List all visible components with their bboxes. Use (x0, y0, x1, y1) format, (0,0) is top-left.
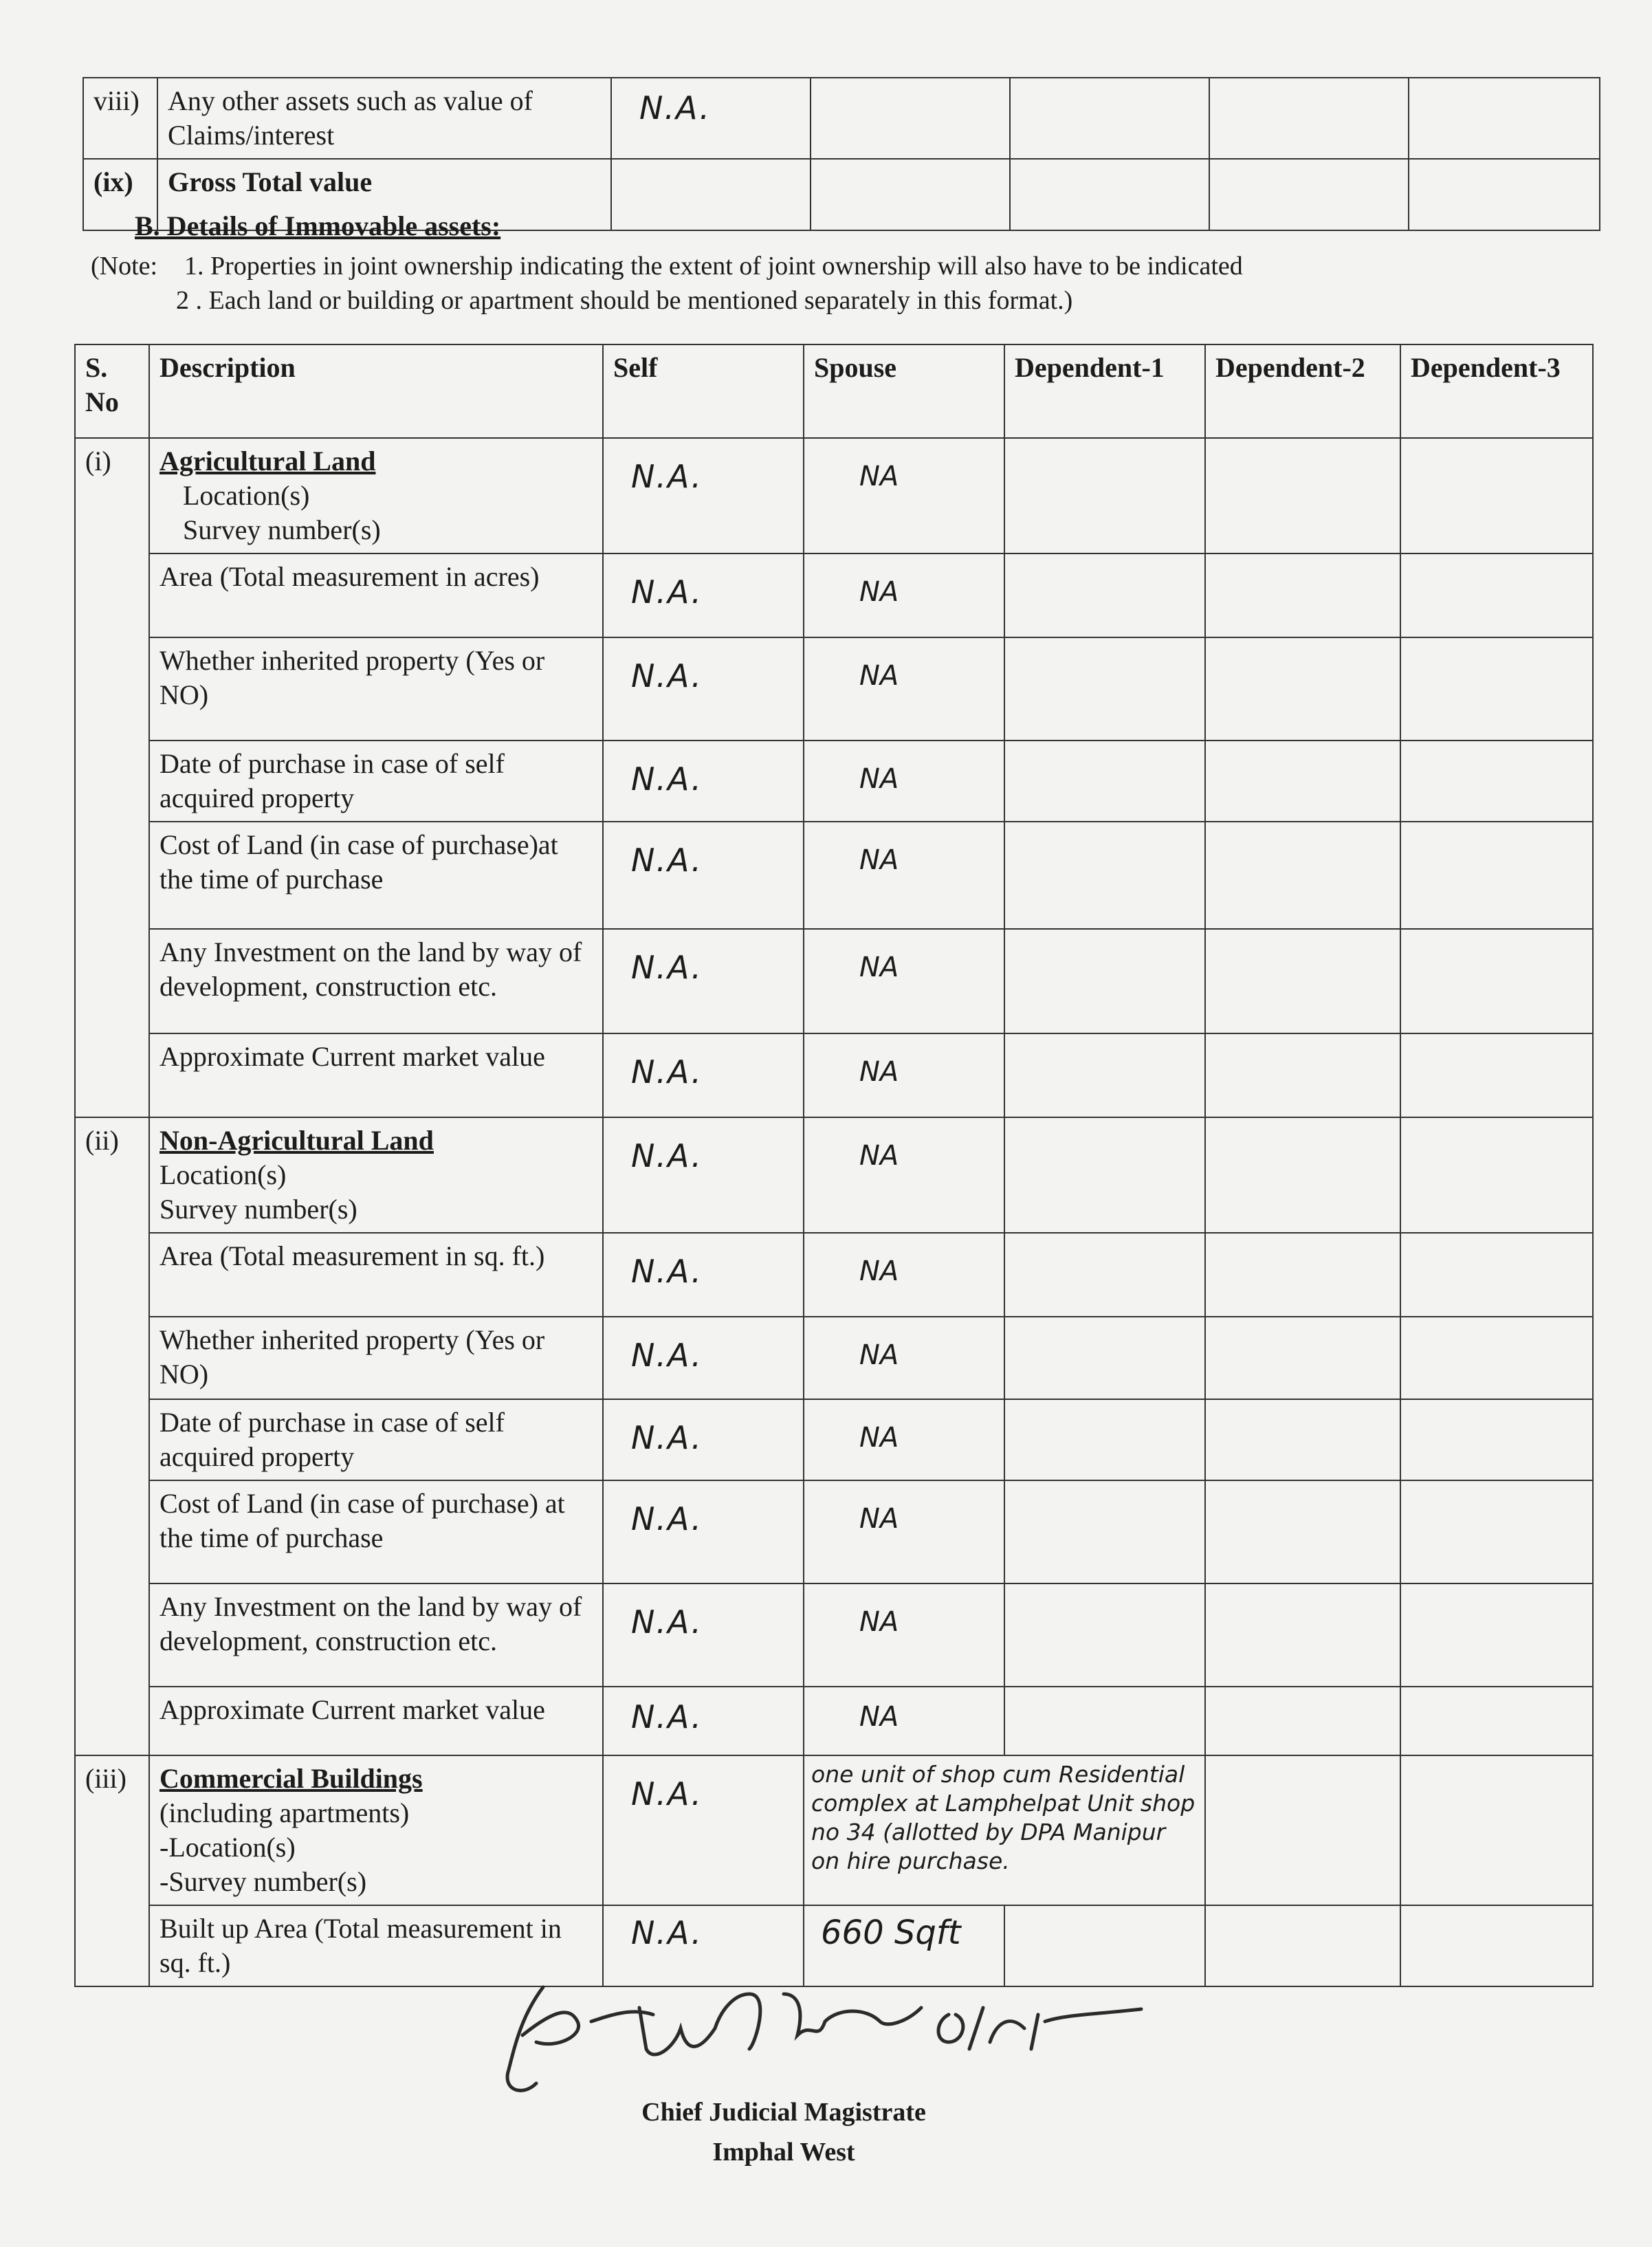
table-row (75, 741, 1593, 822)
row-description: Gross Total value (157, 159, 611, 230)
dep3-value (1400, 1399, 1593, 1480)
self-value: N.A. (603, 637, 804, 741)
table-row (75, 637, 1593, 741)
row-description: Any Investment on the land by way of development, construction etc. (149, 1583, 603, 1687)
dep2-value (1205, 929, 1400, 1033)
dep2-value (1205, 1033, 1400, 1117)
dep2-value (1205, 1687, 1400, 1755)
spouse-value: NA (804, 741, 1004, 822)
dep3-value (1400, 1117, 1593, 1233)
top-assets-table (82, 77, 1600, 231)
dep3-value (1400, 1317, 1593, 1399)
table-row (75, 1687, 1593, 1755)
signature (495, 1966, 1155, 2104)
table-row (75, 1117, 1593, 1233)
table-row (75, 929, 1593, 1033)
self-value: N.A. (603, 929, 804, 1033)
immovable-assets-table (74, 344, 1594, 1987)
header-self: Self (603, 344, 804, 438)
signature-title: Chief Judicial Magistrate (641, 2098, 926, 2127)
header-description: Description (149, 344, 603, 438)
dep3-value (1400, 822, 1593, 929)
self-value: N.A. (603, 822, 804, 929)
dep1-value (1004, 1117, 1205, 1233)
table-row (75, 1755, 1593, 1905)
dep2-value (1205, 438, 1400, 553)
dep1-value (1004, 1687, 1205, 1755)
dep3-value (1400, 1033, 1593, 1117)
table-row (75, 1399, 1593, 1480)
spouse-value: NA (804, 438, 1004, 553)
group-sno: (iii) (75, 1755, 149, 1986)
spouse-value: NA (804, 1583, 1004, 1687)
spouse-value (811, 159, 1010, 230)
self-value: N.A. (603, 1905, 804, 1986)
dep3-value (1400, 1687, 1593, 1755)
header-spouse: Spouse (804, 344, 1004, 438)
self-value (611, 159, 811, 230)
group-sno: (i) (75, 438, 149, 1117)
spouse-value: NA (804, 929, 1004, 1033)
dep1-value (1004, 822, 1205, 929)
group-sno: (ii) (75, 1117, 149, 1755)
dep2-value (1209, 78, 1409, 159)
table-row (75, 1480, 1593, 1583)
dep1-value (1004, 741, 1205, 822)
signature-scribble (495, 1966, 1155, 2104)
dep3-value (1400, 1755, 1593, 1905)
row-description: Any Investment on the land by way of development, construction etc. (149, 929, 603, 1033)
dep2-value (1205, 553, 1400, 637)
spouse-value: NA (804, 1033, 1004, 1117)
spouse-value: NA (804, 553, 1004, 637)
spouse-value: NA (804, 1687, 1004, 1755)
spouse-value: 660 Sqft (804, 1905, 1004, 1986)
self-value: N.A. (603, 1233, 804, 1317)
note-prefix: (Note: (91, 252, 158, 281)
self-value: N.A. (603, 1583, 804, 1687)
row-description: Whether inherited property (Yes or NO) (149, 637, 603, 741)
dep1-value (1004, 1317, 1205, 1399)
row-description (149, 1117, 603, 1233)
group-title: Non-Agricultural Land (159, 1125, 434, 1156)
dep3-value (1400, 553, 1593, 637)
table-row (75, 438, 1593, 553)
dep1-value (1004, 1480, 1205, 1583)
row-description (149, 438, 603, 553)
dep2-value (1205, 1233, 1400, 1317)
dep2-value (1205, 1117, 1400, 1233)
table-row (75, 1033, 1593, 1117)
header-dependent-2: Dependent-2 (1205, 344, 1400, 438)
dep2-value (1205, 1480, 1400, 1583)
row-description: Cost of Land (in case of purchase) at the time of purchase (149, 1480, 603, 1583)
dep1-value (1004, 1033, 1205, 1117)
self-value: N.A. (603, 553, 804, 637)
note-2: 2 . Each land or building or apartment should be mentioned separately in this format.) (176, 286, 1073, 315)
self-value: N.A. (603, 1117, 804, 1233)
signature-place: Imphal West (712, 2138, 855, 2167)
dep2-value (1209, 159, 1409, 230)
row-description: Date of purchase in case of self acquired property (149, 1399, 603, 1480)
dep2-value (1205, 1583, 1400, 1687)
spouse-value: NA (804, 1399, 1004, 1480)
self-value: N.A. (603, 741, 804, 822)
self-value: N.A. (603, 1480, 804, 1583)
self-value: N.A. (603, 438, 804, 553)
row-description: Approximate Current market value (149, 1033, 603, 1117)
table-row (75, 1583, 1593, 1687)
dep2-value (1205, 1399, 1400, 1480)
self-value: N.A. (603, 1033, 804, 1117)
dep3-value (1400, 1905, 1593, 1986)
row-description (149, 1755, 603, 1905)
row-description: Area (Total measurement in sq. ft.) (149, 1233, 603, 1317)
group-title: Commercial Buildings (159, 1763, 423, 1794)
self-value: N.A. (611, 78, 811, 159)
header-dependent-1: Dependent-1 (1004, 344, 1205, 438)
dep3-value (1400, 929, 1593, 1033)
spouse-value (811, 78, 1010, 159)
table-row (83, 78, 1600, 159)
header-dependent-3: Dependent-3 (1400, 344, 1593, 438)
row-description: Any other assets such as value of Claims/interest (157, 78, 611, 159)
spouse-value: one unit of shop cum Residential complex at Lamphelpat Unit shop no 34 (allotted by DPA Manipur on hire purchase. (804, 1755, 1205, 1905)
dep2-value (1205, 741, 1400, 822)
row-sno: (ix) (83, 159, 157, 230)
dep1-value (1004, 929, 1205, 1033)
spouse-value: NA (804, 637, 1004, 741)
dep1-value (1004, 553, 1205, 637)
row-description: Whether inherited property (Yes or NO) (149, 1317, 603, 1399)
dep3-value (1400, 637, 1593, 741)
table-row (75, 1233, 1593, 1317)
row-description-text: Location(s) Survey number(s) (159, 1159, 357, 1225)
dep3-value (1400, 1233, 1593, 1317)
spouse-value: NA (804, 1317, 1004, 1399)
self-value: N.A. (603, 1755, 804, 1905)
dep3-value (1400, 741, 1593, 822)
dep1-value (1004, 1399, 1205, 1480)
dep1-value (1010, 159, 1209, 230)
group-title: Agricultural Land (159, 446, 376, 476)
dep3-value (1400, 1480, 1593, 1583)
dep2-value (1205, 822, 1400, 929)
row-description-text: (including apartments) -Location(s) -Survey number(s) (159, 1797, 410, 1897)
row-description: Built up Area (Total measurement in sq. ft.) (149, 1905, 603, 1986)
table-row (75, 822, 1593, 929)
dep3-value (1409, 78, 1600, 159)
table-row (75, 553, 1593, 637)
dep3-value (1400, 1583, 1593, 1687)
dep2-value (1205, 637, 1400, 741)
spouse-value: NA (804, 1117, 1004, 1233)
dep1-value (1004, 1583, 1205, 1687)
self-value: N.A. (603, 1687, 804, 1755)
table-row (75, 1317, 1593, 1399)
spouse-value: NA (804, 1233, 1004, 1317)
dep1-value (1004, 438, 1205, 553)
row-description: Area (Total measurement in acres) (149, 553, 603, 637)
note-1: 1. Properties in joint ownership indicating the extent of joint ownership will also have to be indicated (184, 252, 1243, 281)
dep2-value (1205, 1905, 1400, 1986)
self-value: N.A. (603, 1317, 804, 1399)
dep2-value (1205, 1755, 1400, 1905)
dep1-value (1004, 1233, 1205, 1317)
row-sno: viii) (83, 78, 157, 159)
dep3-value (1400, 438, 1593, 553)
row-description-text: Location(s) Survey number(s) (183, 480, 381, 545)
dep1-value (1010, 78, 1209, 159)
dep1-value (1004, 637, 1205, 741)
row-description: Date of purchase in case of self acquired property (149, 741, 603, 822)
row-description: Cost of Land (in case of purchase)at the time of purchase (149, 822, 603, 929)
row-description: Approximate Current market value (149, 1687, 603, 1755)
dep3-value (1409, 159, 1600, 230)
dep2-value (1205, 1317, 1400, 1399)
self-value: N.A. (603, 1399, 804, 1480)
spouse-value: NA (804, 1480, 1004, 1583)
header-row (75, 344, 1593, 438)
header-sno: S. No (75, 344, 149, 438)
spouse-value: NA (804, 822, 1004, 929)
section-heading: B. Details of Immovable assets: (135, 210, 501, 241)
